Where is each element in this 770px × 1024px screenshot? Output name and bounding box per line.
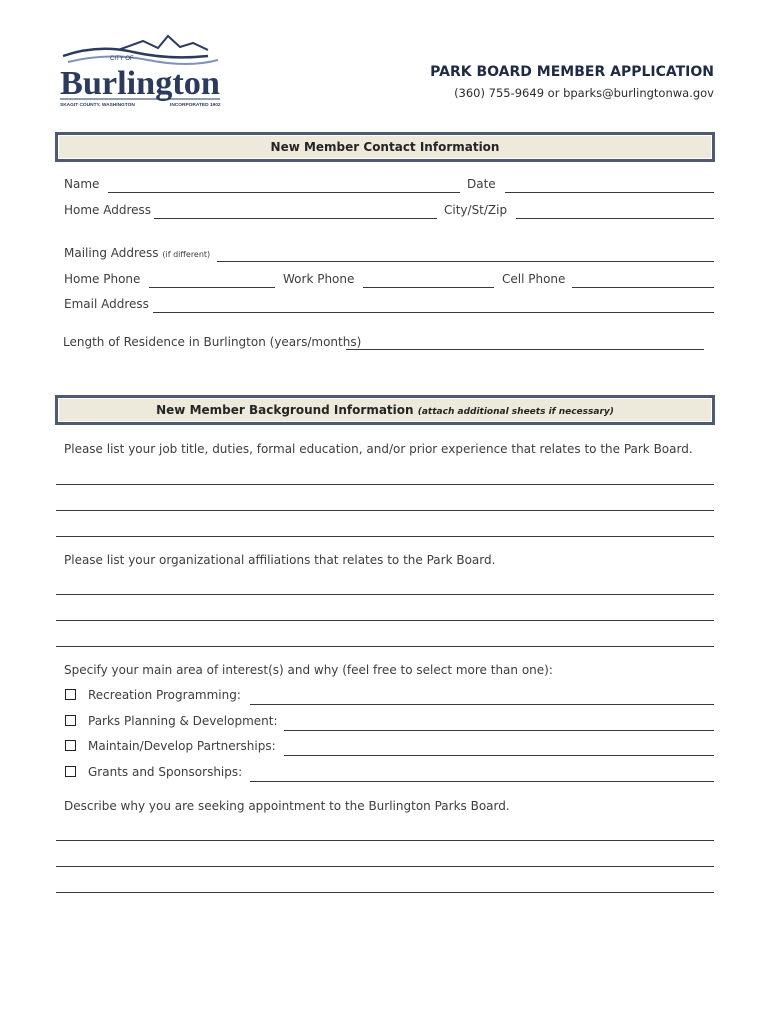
name-label: Name <box>64 177 100 191</box>
grants-label: Grants and Sponsorships: <box>88 765 243 779</box>
mountain-icon <box>118 36 208 50</box>
background-section-header <box>55 395 715 425</box>
home-address-label: Home Address <box>64 203 152 217</box>
partnerships-field[interactable] <box>284 755 714 756</box>
contact-info: (360) 755-9649 or bparks@burlingtonwa.gov <box>454 86 714 100</box>
affiliations-answer-line-1[interactable] <box>56 594 714 595</box>
name-field[interactable] <box>108 192 460 193</box>
contact-section-header <box>55 132 715 162</box>
reason-answer-line-3[interactable] <box>56 892 714 893</box>
interest-prompt: Specify your main area of interest(s) and why (feel free to select more than one): <box>64 663 553 677</box>
reason-answer-line-2[interactable] <box>56 866 714 867</box>
affiliations-prompt: Please list your organizational affiliations that relates to the Park Board. <box>64 553 496 567</box>
parks-planning-label: Parks Planning & Development: <box>88 714 278 728</box>
background-section-note: (attach additional sheets if necessary) <box>417 407 614 417</box>
work-phone-field[interactable] <box>363 287 494 288</box>
job-answer-line-2[interactable] <box>56 510 714 511</box>
home-address-field[interactable] <box>154 218 437 219</box>
job-answer-line-3[interactable] <box>56 536 714 537</box>
cell-phone-label: Cell Phone <box>502 272 566 286</box>
recreation-programming-field[interactable] <box>250 704 714 705</box>
reason-answer-line-1[interactable] <box>56 840 714 841</box>
cell-phone-field[interactable] <box>572 287 714 288</box>
date-field[interactable] <box>505 192 714 193</box>
mailing-address-note: (if different) <box>162 250 211 259</box>
partnerships-checkbox[interactable] <box>65 740 76 751</box>
mailing-address-field[interactable] <box>217 261 714 262</box>
grants-field[interactable] <box>250 781 714 782</box>
svg-text:INCORPORATED 1902: INCORPORATED 1902 <box>170 103 221 108</box>
parks-planning-checkbox[interactable] <box>65 715 76 726</box>
city-state-zip-field[interactable] <box>516 218 714 219</box>
parks-planning-field[interactable] <box>284 730 714 731</box>
affiliations-answer-line-2[interactable] <box>56 620 714 621</box>
job-answer-line-1[interactable] <box>56 484 714 485</box>
mailing-address-label <box>64 246 210 260</box>
reason-prompt: Describe why you are seeking appointment to the Burlington Parks Board. <box>64 799 510 813</box>
home-phone-label: Home Phone <box>64 272 141 286</box>
contact-section-title: New Member Contact Information <box>270 140 500 154</box>
svg-text:Burlington: Burlington <box>60 65 221 102</box>
recreation-programming-checkbox[interactable] <box>65 689 76 700</box>
home-phone-field[interactable] <box>149 287 275 288</box>
recreation-programming-label: Recreation Programming: <box>88 688 241 702</box>
date-label: Date <box>467 177 496 191</box>
svg-text:CITY OF: CITY OF <box>110 56 134 62</box>
partnerships-label: Maintain/Develop Partnerships: <box>88 739 276 753</box>
email-field[interactable] <box>153 312 714 313</box>
svg-text:SKAGIT COUNTY, WASHINGTON: SKAGIT COUNTY, WASHINGTON <box>60 103 135 108</box>
affiliations-answer-line-3[interactable] <box>56 646 714 647</box>
residence-label: Length of Residence in Burlington (years/months) <box>63 335 362 349</box>
work-phone-label: Work Phone <box>283 272 355 286</box>
residence-field[interactable] <box>346 349 704 350</box>
grants-checkbox[interactable] <box>65 766 76 777</box>
city-of-burlington-logo <box>58 28 223 110</box>
job-prompt: Please list your job title, duties, formal education, and/or prior experience that relates to the Park Board. <box>64 442 693 456</box>
form-title: PARK BOARD MEMBER APPLICATION <box>430 64 714 80</box>
mailing-address-label-text: Mailing Address <box>64 246 159 260</box>
city-state-zip-label: City/St/Zip <box>444 203 508 217</box>
email-label: Email Address <box>64 297 149 311</box>
background-section-title: New Member Background Information <box>156 403 414 417</box>
